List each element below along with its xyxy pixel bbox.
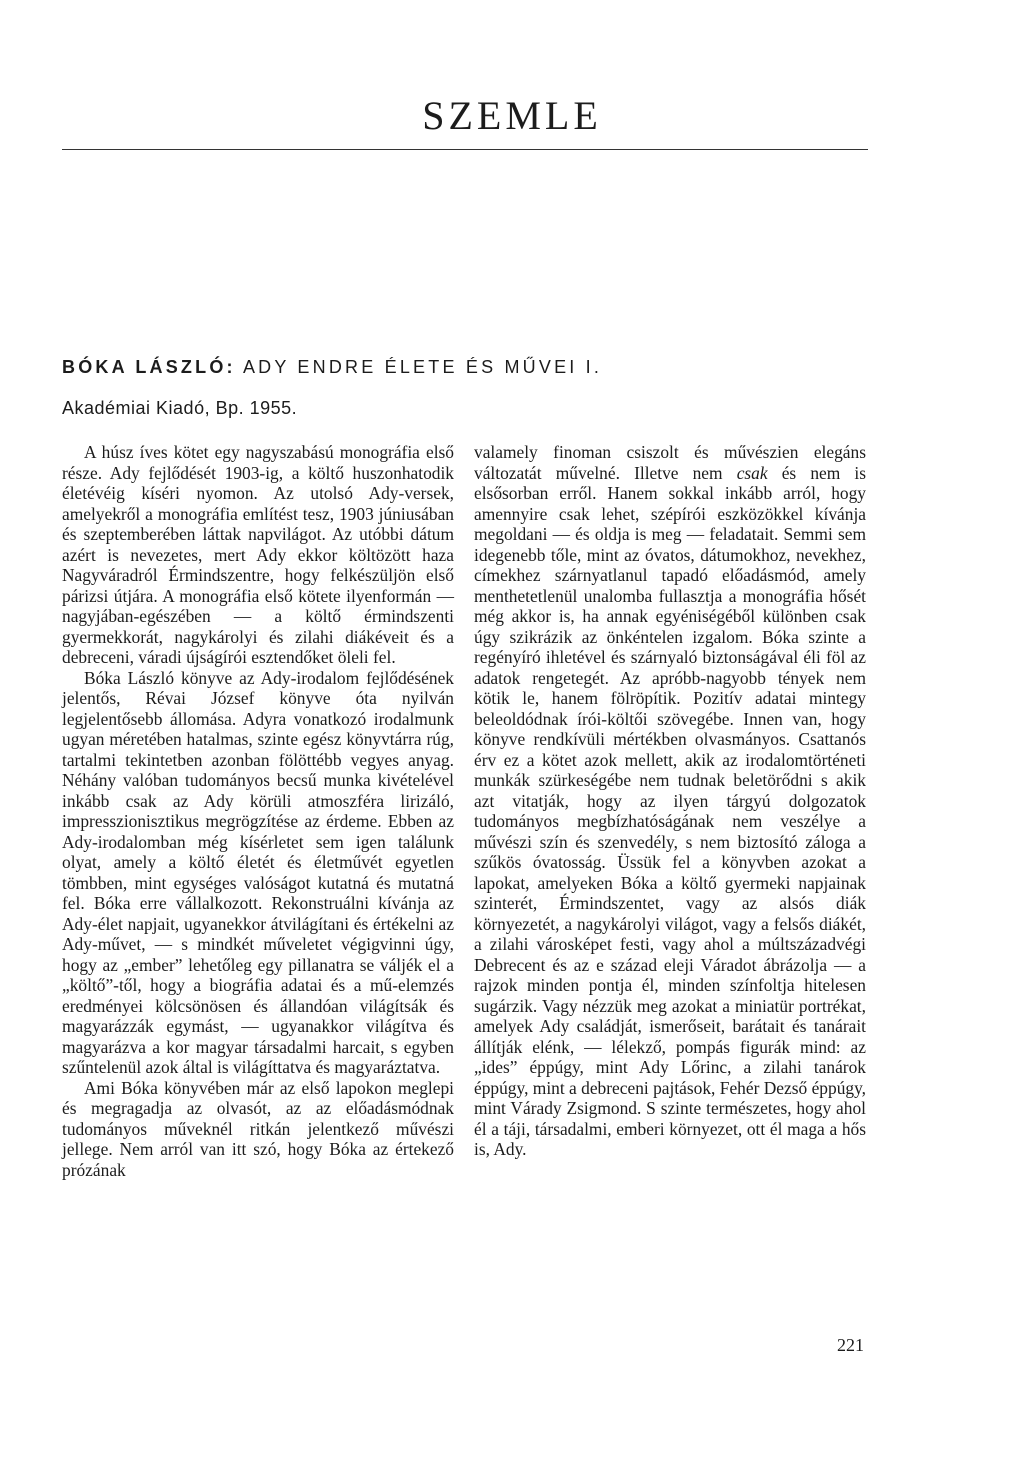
text-column-right [474,442,866,1160]
book-author: BÓKA LÁSZLÓ: [62,357,236,377]
paragraph [474,442,866,1160]
text-column-left [62,442,454,1180]
paragraph: A húsz íves kötet egy nagyszabású monográfia első része. Ady fejlődését 1903-ig, a költő huszonhatodik életévéig kíséri nyomon. Az utolsó Ady-versek, amelyekről a monográfia említést tesz, 1903 júniusában és szeptemberében láttak napvilágot. Az utóbbi dátum azért is nevezetes, mert Ady ekkor költözött haza Nagyváradról Érmindszentre, hogy felkészüljön első párizsi útjára. A monográfia első kötete ilyenformán — nagyjában-egészében — a költő érmindszenti gyermekkorát, nagykárolyi és zilahi diákéveit és a debreceni, váradi újságírói esztendőket öleli fel. [62,442,454,667]
title-rule [62,149,868,150]
book-publisher: Akadémiai Kiadó, Bp. 1955. [62,398,298,418]
section-title: SZEMLE [422,93,602,138]
paragraph-text: és nem is elsősorban erről. Hanem sokkal inkább arról, hogy amennyire csak lehet, szépírói eszközökkel kívánja megoldani — és oldja is meg — feladatait. Semmi sem idegenebb tőle, mint az óvatos, dátumokhoz, nevekhez, címekhez szárnyatlanul tapadó előadásmód, amely menthetetlenül unalomba fullasztja a monográfia hősét még akkor is, ha annak egyéniségéből különben csak úgy szikrázik az önkéntelen izgalom. Bóka szinte a regényíró ihletével és szárnyaló biztonságával éli föl az adatok rengetegét. Az apróbb-nagyobb tények nem kötik le, hanem fölröpítik. Pozitív adatai mintegy beleoldódnak írói-költői szövegébe. Innen van, hogy könyve rendkívüli mértékben olvasmányos. Csattanós érv ez a kötet azok mellett, akik az irodalomtörténeti munkák szürkeségébe nem tudnak beletörődni s akik azt vitatják, hogy az ilyen tárgyú dolgozatok tudományos megbízhatóságának nem veszélye a művészi szín és szenvedély, s nem biztosító záloga a szűkös óvatosság. Üssük fel a könyvben azokat a lapokat, amelyeken Bóka a költő gyermeki napjainak szinterét, Érmindszentet, vagy az alsós diák környezetét, a nagykárolyi világot, vagy a felsős diákét, a zilahi városképet festi, vagy ahol a múltszázadvégi Debrecent és az e század eleji Váradot ábrázolja — a rajzok minden pontja él, minden színfoltja hitelesen sugárzik. Vagy nézzük meg azokat a miniatür portrékat, amelyek Ady családját, ismerőseit, barátait és tanárait állítják elénk, — lélekző, pompás figurák mind: az „ides” éppúgy, mint Ady Lőrinc, a zilahi tanárok éppúgy, mint a debreceni pajtások, Fehér Dezső éppúgy, mint Várady Zsigmond. S szinte természetes, hogy ahol él a táji, társadalmi, emberi környezet, ott él maga a hős is, Ady. [474,462,866,1159]
paragraph: Ami Bóka könyvében már az első lapokon meglepi és megragadja az olvasót, az az előadásmódnak tudományos műveknél ritkán jelentkező művészi jellege. Nem arról van itt szó, hogy Bóka az értekező prózának [62,1077,454,1180]
book-heading [62,357,882,378]
book-title: ADY ENDRE ÉLETE ÉS MŰVEI I. [242,357,603,377]
emphasis: csak [736,462,768,483]
paragraph: Bóka László könyve az Ady-irodalom fejlődésének jelentős, Révai József könyve óta nyilván legjelentősebb állomása. Adyra vonatkozó irodalmunk ugyan méretében hatalmas, szinte egész könyvtárra rúg, tartalmi tekintetben azonban fölöttébb vegyes anyag. Néhány valóban tudományos becsű munka kivételével inkább csak az Ady körüli atmoszféra lirizáló, impresszionisztikus megrögzítése az érdeme. Ebben az Ady-irodalomban még kísérletet sem igen találunk olyat, amely a költő életét és életművét egyetlen tömbben, mint egységes valóságot kutatná és mutatná fel. Bóka erre vállalkozott. Rekonstruálni kívánja az Ady-élet napjait, ugyanekkor átvilágítani és értékelni az Ady-művet, — s mindkét műveletet végigvinni úgy, hogy az „ember” lehetőleg egy pillanatra se váljék el a „költő”-től, hogy a biográfia adatai és a mű-elemzés eredményei kölcsönösen és állandóan világítsák és magyarázzák egymást, — ugyanakkor világítva és magyarázva a kor magyar társadalmi harcait, s egyben szűntelenül azok által is világíttatva és magyaráztatva. [62,667,454,1077]
page-number: 221 [837,1335,864,1355]
paragraph-text: valamely finoman csiszolt és művészien elegáns változatát művelné. Illetve nem [474,442,866,483]
